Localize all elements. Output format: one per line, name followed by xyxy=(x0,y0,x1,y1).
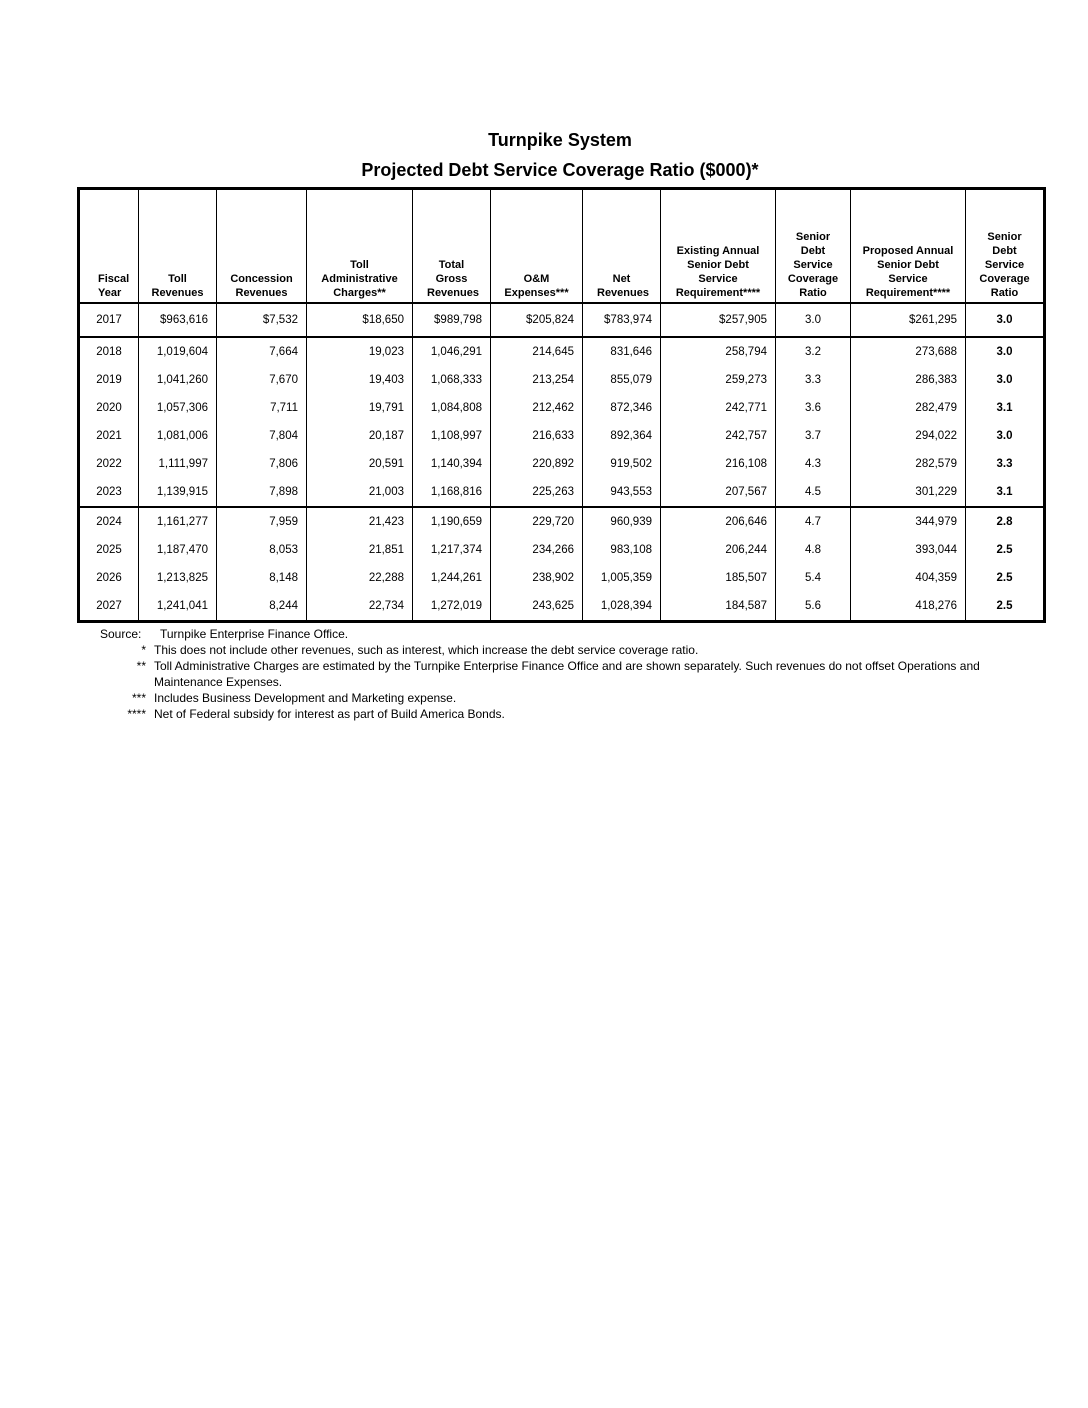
footnote xyxy=(100,706,1000,722)
table-cell: 1,190,659 xyxy=(413,507,491,536)
table-cell: 7,670 xyxy=(217,366,307,394)
table-row xyxy=(79,450,1045,478)
table-cell: 1,111,997 xyxy=(139,450,217,478)
footnote-mark: *** xyxy=(131,691,146,705)
table-cell: 21,003 xyxy=(307,478,413,507)
table-cell: 206,244 xyxy=(661,536,776,564)
table-cell: 4.5 xyxy=(776,478,851,507)
footnote-mark: **** xyxy=(127,707,146,721)
fiscal-year-cell: 2017 xyxy=(79,303,139,337)
table-cell: 1,213,825 xyxy=(139,564,217,592)
table-cell: 1,241,041 xyxy=(139,592,217,622)
table-cell: 1,057,306 xyxy=(139,394,217,422)
table-row xyxy=(79,592,1045,622)
page-subtitle: Projected Debt Service Coverage Ratio ($000)* xyxy=(361,160,759,180)
table-cell: $18,650 xyxy=(307,303,413,337)
table-cell: 238,902 xyxy=(491,564,583,592)
table-cell: 185,507 xyxy=(661,564,776,592)
table-cell: 7,959 xyxy=(217,507,307,536)
table-cell: 258,794 xyxy=(661,337,776,366)
table-cell: 2.5 xyxy=(966,592,1045,622)
table-cell: 3.6 xyxy=(776,394,851,422)
table-cell: 234,266 xyxy=(491,536,583,564)
table-cell: 4.7 xyxy=(776,507,851,536)
table-cell: 21,423 xyxy=(307,507,413,536)
table-cell: 831,646 xyxy=(583,337,661,366)
table-cell: 3.0 xyxy=(966,366,1045,394)
table-cell: 259,273 xyxy=(661,366,776,394)
footnote xyxy=(100,642,1000,658)
table-cell: 7,664 xyxy=(217,337,307,366)
table-cell: 216,108 xyxy=(661,450,776,478)
table-cell: 229,720 xyxy=(491,507,583,536)
table-row xyxy=(79,366,1045,394)
table-cell: 1,168,816 xyxy=(413,478,491,507)
table-cell: 19,023 xyxy=(307,337,413,366)
fiscal-year-cell: 2024 xyxy=(96,516,122,528)
table-cell: 404,359 xyxy=(851,564,966,592)
col-header: Existing Annual Senior Debt Service Requirement**** xyxy=(661,189,776,304)
col-header: Proposed Annual Senior Debt Service Requirement**** xyxy=(851,189,966,304)
footnote xyxy=(100,690,1000,706)
col-header: Toll Administrative Charges** xyxy=(307,189,413,304)
table-row xyxy=(79,564,1045,592)
table-cell: 3.7 xyxy=(776,422,851,450)
table-cell: 1,161,277 xyxy=(139,507,217,536)
table-cell: 344,979 xyxy=(851,507,966,536)
table-cell: 294,022 xyxy=(851,422,966,450)
table-row xyxy=(79,337,1045,366)
table-cell: 5.6 xyxy=(776,592,851,622)
fiscal-year-cell: 2022 xyxy=(96,458,122,470)
table-cell: 1,139,915 xyxy=(139,478,217,507)
table-row xyxy=(79,422,1045,450)
table-cell: 206,646 xyxy=(661,507,776,536)
table-cell: 286,383 xyxy=(851,366,966,394)
table-cell: 213,254 xyxy=(491,366,583,394)
footnote-mark: * xyxy=(141,643,146,657)
table-cell: $261,295 xyxy=(851,303,966,337)
col-header: Fiscal Year xyxy=(79,189,139,304)
table-cell: 1,019,604 xyxy=(139,337,217,366)
table-cell: 5.4 xyxy=(776,564,851,592)
table-cell: 20,591 xyxy=(307,450,413,478)
page-title: Turnpike System xyxy=(488,130,632,150)
table-cell: 207,567 xyxy=(661,478,776,507)
fiscal-year-cell: 2023 xyxy=(79,478,139,507)
table-cell: 3.3 xyxy=(966,450,1045,478)
table-cell: 214,645 xyxy=(491,337,583,366)
table-cell: 2.5 xyxy=(966,564,1045,592)
col-header: Concession Revenues xyxy=(217,189,307,304)
table-cell: 7,898 xyxy=(217,478,307,507)
table-cell: 3.3 xyxy=(776,366,851,394)
fiscal-year-cell: 2021 xyxy=(96,430,122,442)
table-cell: 1,084,808 xyxy=(413,394,491,422)
fiscal-year-cell: 2018 xyxy=(96,346,122,358)
table-cell: 220,892 xyxy=(491,450,583,478)
fiscal-year-cell: 2025 xyxy=(96,544,122,556)
table-cell: 1,217,374 xyxy=(413,536,491,564)
table-cell: 892,364 xyxy=(583,422,661,450)
table-cell: 1,081,006 xyxy=(139,422,217,450)
table-cell: 1,140,394 xyxy=(413,450,491,478)
table-cell: 393,044 xyxy=(851,536,966,564)
table-cell: 418,276 xyxy=(851,592,966,622)
table-cell: 855,079 xyxy=(583,366,661,394)
table-cell: 225,263 xyxy=(491,478,583,507)
table-cell: $205,824 xyxy=(491,303,583,337)
fiscal-year-cell: 2027 xyxy=(96,600,122,612)
table-cell: 2.8 xyxy=(966,507,1045,536)
table-cell: 22,288 xyxy=(307,564,413,592)
table-row xyxy=(79,303,1045,337)
table-cell: 3.0 xyxy=(966,422,1045,450)
table-cell: 22,734 xyxy=(307,592,413,622)
col-header: Total Gross Revenues xyxy=(413,189,491,304)
footnote-text: Net of Federal subsidy for interest as part of Build America Bonds. xyxy=(154,707,505,721)
table-cell: 7,804 xyxy=(217,422,307,450)
table-cell: 212,462 xyxy=(491,394,583,422)
footnote-text: Toll Administrative Charges are estimated by the Turnpike Enterprise Finance Office and are shown separately. Such revenues do not offset Operations and Maintenance Expenses. xyxy=(154,659,980,689)
footnotes xyxy=(100,626,1000,722)
source-note xyxy=(100,626,1000,642)
table-cell: 2.5 xyxy=(966,536,1045,564)
table-cell: 1,068,333 xyxy=(413,366,491,394)
table-cell: 282,479 xyxy=(851,394,966,422)
col-header: Senior Debt Service Coverage Ratio xyxy=(776,189,851,304)
table-cell: $963,616 xyxy=(139,303,217,337)
table-cell: 242,771 xyxy=(661,394,776,422)
table-cell: 983,108 xyxy=(583,536,661,564)
table-cell: 3.0 xyxy=(966,303,1045,337)
col-header: Toll Revenues xyxy=(139,189,217,304)
table-cell: 19,791 xyxy=(307,394,413,422)
table-row xyxy=(79,394,1045,422)
table-cell: 3.0 xyxy=(966,337,1045,366)
table-cell: 19,403 xyxy=(307,366,413,394)
table-cell: $989,798 xyxy=(413,303,491,337)
table-row xyxy=(79,536,1045,564)
table-cell: 1,028,394 xyxy=(583,592,661,622)
col-header: Senior Debt Service Coverage Ratio xyxy=(966,189,1045,304)
table-cell: 943,553 xyxy=(583,478,661,507)
table-cell: $7,532 xyxy=(217,303,307,337)
table-cell: 4.3 xyxy=(776,450,851,478)
table-row xyxy=(79,507,1045,536)
fiscal-year-cell: 2026 xyxy=(96,572,122,584)
table-cell: 960,939 xyxy=(583,507,661,536)
table-cell: 273,688 xyxy=(851,337,966,366)
table-cell: 216,633 xyxy=(491,422,583,450)
table-cell: 7,711 xyxy=(217,394,307,422)
table-cell: 4.8 xyxy=(776,536,851,564)
table-cell: 242,757 xyxy=(661,422,776,450)
table-cell: 1,108,997 xyxy=(413,422,491,450)
table-cell: $257,905 xyxy=(661,303,776,337)
table-cell: 1,187,470 xyxy=(139,536,217,564)
table-cell: 3.1 xyxy=(966,394,1045,422)
table-cell: 1,244,261 xyxy=(413,564,491,592)
table-cell: 21,851 xyxy=(307,536,413,564)
table-row xyxy=(79,478,1045,507)
fiscal-year-cell: 2019 xyxy=(96,374,122,386)
source-label: Source: xyxy=(100,627,142,641)
fiscal-year-cell: 2020 xyxy=(96,402,122,414)
table-cell: 20,187 xyxy=(307,422,413,450)
table-cell: 1,005,359 xyxy=(583,564,661,592)
col-header: Net Revenues xyxy=(583,189,661,304)
table-cell: 1,041,260 xyxy=(139,366,217,394)
table-cell: 1,272,019 xyxy=(413,592,491,622)
table-cell: 872,346 xyxy=(583,394,661,422)
table-cell: 3.0 xyxy=(776,303,851,337)
table-cell: 243,625 xyxy=(491,592,583,622)
footnote-mark: ** xyxy=(136,659,146,673)
source-text: Turnpike Enterprise Finance Office. xyxy=(160,627,349,641)
table-cell: 8,244 xyxy=(217,592,307,622)
coverage-ratio-table xyxy=(77,187,1046,623)
table-cell: $783,974 xyxy=(583,303,661,337)
table-cell: 8,053 xyxy=(217,536,307,564)
table-cell: 3.2 xyxy=(776,337,851,366)
table-cell: 184,587 xyxy=(661,592,776,622)
footnote xyxy=(100,658,1000,690)
table-cell: 919,502 xyxy=(583,450,661,478)
table-cell: 1,046,291 xyxy=(413,337,491,366)
footnote-text: This does not include other revenues, such as interest, which increase the debt service coverage ratio. xyxy=(154,643,699,657)
table-cell: 301,229 xyxy=(851,478,966,507)
header-row xyxy=(79,189,1045,304)
table-cell: 8,148 xyxy=(217,564,307,592)
table-cell: 7,806 xyxy=(217,450,307,478)
table-cell: 3.1 xyxy=(966,478,1045,507)
col-header: O&M Expenses*** xyxy=(491,189,583,304)
table-cell: 282,579 xyxy=(851,450,966,478)
footnote-text: Includes Business Development and Marketing expense. xyxy=(154,691,457,705)
